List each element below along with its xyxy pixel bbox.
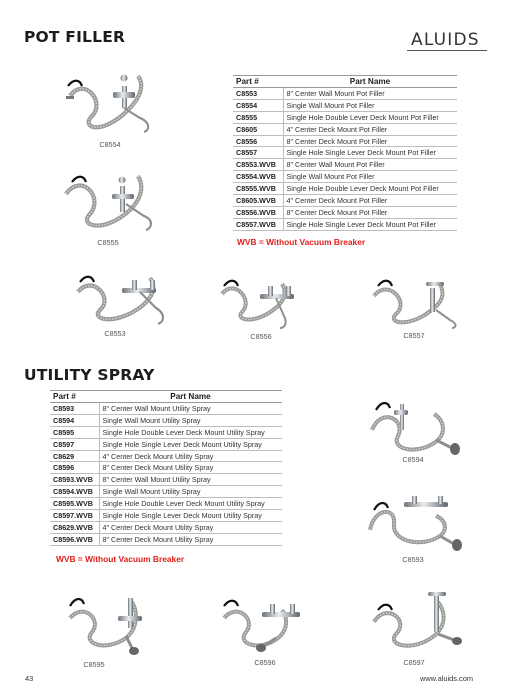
- table-row: [233, 111, 457, 123]
- part-name-cell: Single Wall Mount Utility Spray: [99, 414, 282, 426]
- utility-spray-title: UTILITY SPRAY: [24, 366, 155, 384]
- table-row: [50, 533, 282, 545]
- table-row: [233, 88, 457, 100]
- table-row: [50, 486, 282, 498]
- table-row: [50, 438, 282, 450]
- pot-filler-parts-table: [233, 75, 457, 231]
- part-number-cell: C8554.WVB: [233, 171, 283, 183]
- table-row: [50, 462, 282, 474]
- part-number-cell: C8595: [50, 426, 99, 438]
- brand-logo: [405, 28, 487, 54]
- product-image-c8556: [214, 272, 300, 330]
- table-header-row: [50, 391, 282, 403]
- brand-logo-underline: [407, 50, 487, 51]
- table-row: [50, 403, 282, 415]
- table-row: [233, 99, 457, 111]
- part-name-cell: Single Hole Single Lever Deck Mount Pot Filler: [283, 147, 457, 159]
- part-number-cell: C8629: [50, 450, 99, 462]
- table-row: [50, 498, 282, 510]
- part-number-cell: C8595.WVB: [50, 498, 99, 510]
- caption-c8555: C8555: [97, 238, 119, 247]
- table-row: [233, 123, 457, 135]
- table-row: [50, 521, 282, 533]
- part-number-cell: C8593.WVB: [50, 474, 99, 486]
- product-image-c8596: [212, 590, 308, 656]
- caption-c8596: C8596: [254, 658, 276, 667]
- product-image-c8553: [70, 268, 174, 328]
- part-number-cell: C8557.WVB: [233, 218, 283, 230]
- part-name-cell: 8" Center Wall Mount Pot Filler: [283, 159, 457, 171]
- website-url: www.aluids.com: [420, 674, 473, 683]
- table-header-part-number: Part #: [50, 391, 99, 403]
- part-name-cell: 8" Center Deck Mount Utility Spray: [99, 462, 282, 474]
- product-image-c8554: [58, 66, 158, 138]
- caption-c8557: C8557: [403, 331, 425, 340]
- caption-c8556: C8556: [250, 332, 272, 341]
- part-name-cell: Single Hole Double Lever Deck Mount Pot Filler: [283, 111, 457, 123]
- part-name-cell: 4" Center Deck Mount Pot Filler: [283, 123, 457, 135]
- part-name-cell: Single Hole Double Lever Deck Mount Utility Spray: [99, 426, 282, 438]
- part-number-cell: C8556: [233, 135, 283, 147]
- page-number: 43: [25, 674, 34, 683]
- part-name-cell: 8" Center Wall Mount Utility Spray: [99, 403, 282, 415]
- part-number-cell: C8605.WVB: [233, 195, 283, 207]
- caption-c8593: C8593: [402, 555, 424, 564]
- part-name-cell: Single Wall Mount Utility Spray: [99, 486, 282, 498]
- part-number-cell: C8605: [233, 123, 283, 135]
- table-header-part-name: Part Name: [99, 391, 282, 403]
- part-name-cell: Single Hole Single Lever Deck Mount Utility Spray: [99, 510, 282, 522]
- table-row: [233, 135, 457, 147]
- pot-filler-wvb-note: WVB = Without Vacuum Breaker: [237, 237, 366, 247]
- part-number-cell: C8553.WVB: [233, 159, 283, 171]
- part-name-cell: 4" Center Deck Mount Utility Spray: [99, 450, 282, 462]
- caption-c8594: C8594: [402, 455, 424, 464]
- table-row: [233, 218, 457, 230]
- part-name-cell: Single Wall Mount Pot Filler: [283, 99, 457, 111]
- table-header-part-number: Part #: [233, 76, 283, 88]
- table-row: [233, 206, 457, 218]
- part-number-cell: C8629.WVB: [50, 521, 99, 533]
- product-image-c8555: [56, 160, 160, 236]
- part-name-cell: Single Hole Double Lever Deck Mount Utility Spray: [99, 498, 282, 510]
- part-number-cell: C8597.WVB: [50, 510, 99, 522]
- part-number-cell: C8594.WVB: [50, 486, 99, 498]
- table-row: [50, 474, 282, 486]
- table-header-row: [233, 76, 457, 88]
- table-row: [50, 426, 282, 438]
- caption-c8597: C8597: [403, 658, 425, 667]
- table-row: [233, 147, 457, 159]
- table-row: [233, 171, 457, 183]
- table-row: [50, 450, 282, 462]
- caption-c8554: C8554: [99, 140, 121, 149]
- product-image-c8593: [360, 486, 466, 556]
- part-number-cell: C8593: [50, 403, 99, 415]
- table-row: [50, 510, 282, 522]
- part-name-cell: 8" Center Wall Mount Pot Filler: [283, 88, 457, 100]
- part-number-cell: C8554: [233, 99, 283, 111]
- part-name-cell: 8" Center Wall Mount Utility Spray: [99, 474, 282, 486]
- table-row: [233, 195, 457, 207]
- utility-spray-wvb-note: WVB = Without Vacuum Breaker: [56, 554, 185, 564]
- caption-c8553: C8553: [104, 329, 126, 338]
- part-number-cell: C8553: [233, 88, 283, 100]
- part-name-cell: 4" Center Deck Mount Utility Spray: [99, 521, 282, 533]
- part-number-cell: C8555.WVB: [233, 183, 283, 195]
- product-image-c8595: [56, 588, 156, 658]
- brand-logo-text: ALUIDS: [411, 30, 480, 50]
- product-image-c8557: [366, 270, 462, 330]
- part-name-cell: Single Hole Double Lever Deck Mount Pot Filler: [283, 183, 457, 195]
- product-image-c8594: [360, 390, 464, 458]
- part-number-cell: C8596: [50, 462, 99, 474]
- part-number-cell: C8555: [233, 111, 283, 123]
- part-number-cell: C8594: [50, 414, 99, 426]
- product-image-c8597: [366, 588, 466, 656]
- part-name-cell: Single Hole Single Lever Deck Mount Pot Filler: [283, 218, 457, 230]
- part-number-cell: C8556.WVB: [233, 206, 283, 218]
- table-header-part-name: Part Name: [283, 76, 457, 88]
- caption-c8595: C8595: [83, 660, 105, 669]
- part-number-cell: C8597: [50, 438, 99, 450]
- utility-spray-parts-table: [50, 390, 282, 546]
- part-name-cell: Single Wall Mount Pot Filler: [283, 171, 457, 183]
- part-number-cell: C8557: [233, 147, 283, 159]
- part-name-cell: 8" Center Deck Mount Pot Filler: [283, 135, 457, 147]
- part-name-cell: 4" Center Deck Mount Pot Filler: [283, 195, 457, 207]
- table-row: [233, 183, 457, 195]
- part-name-cell: Single Hole Single Lever Deck Mount Utility Spray: [99, 438, 282, 450]
- part-name-cell: 8" Center Deck Mount Pot Filler: [283, 206, 457, 218]
- table-row: [50, 414, 282, 426]
- part-number-cell: C8596.WVB: [50, 533, 99, 545]
- table-row: [233, 159, 457, 171]
- pot-filler-title: POT FILLER: [24, 28, 126, 46]
- part-name-cell: 8" Center Deck Mount Utility Spray: [99, 533, 282, 545]
